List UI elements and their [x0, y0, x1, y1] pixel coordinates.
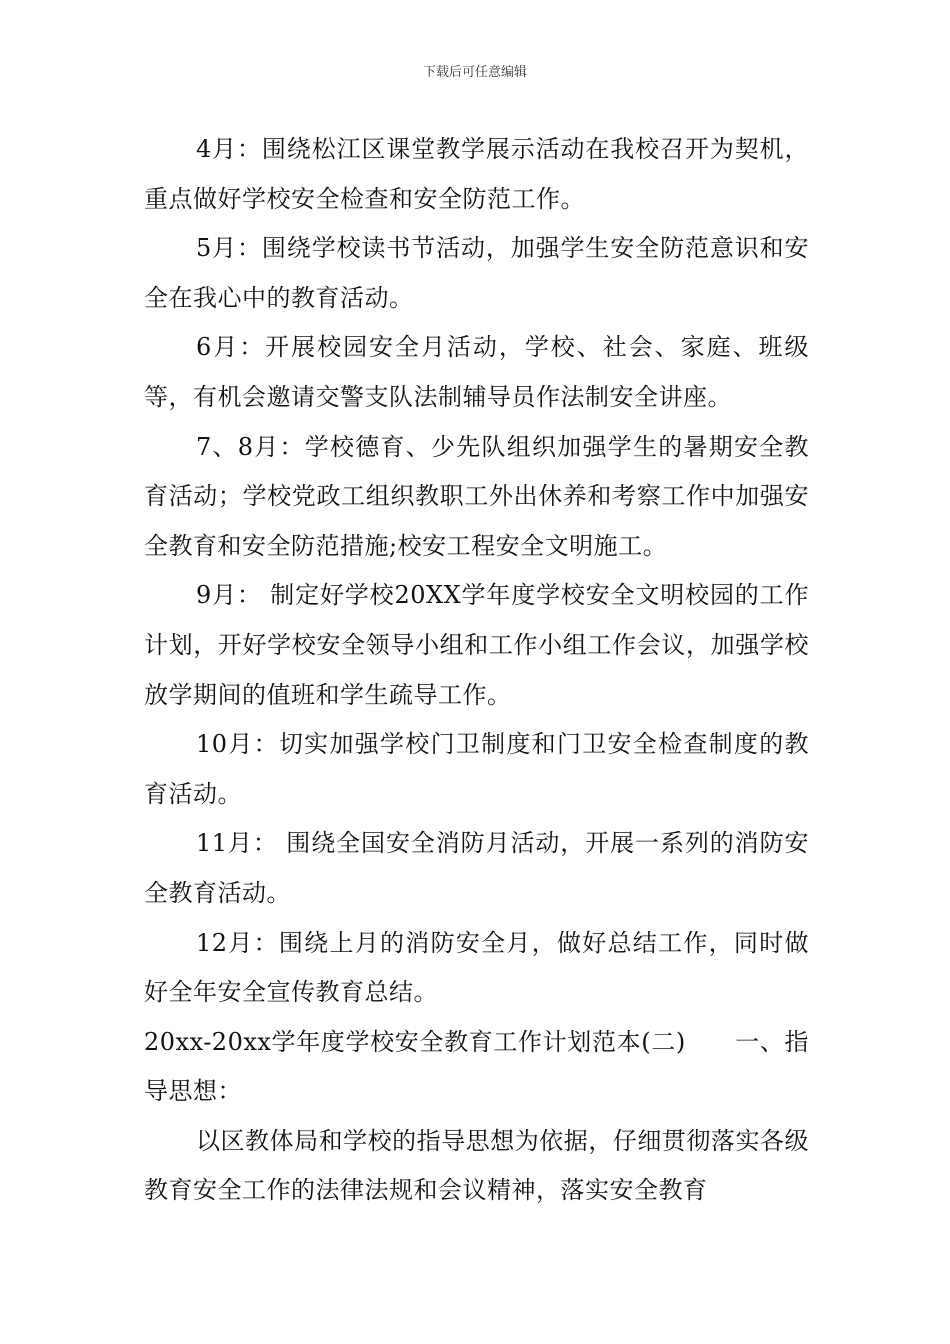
section-paragraph: 以区教体局和学校的指导思想为依据，仔细贯彻落实各级教育安全工作的法律法规和会议精神，落实安全教育 [144, 1126, 809, 1205]
section-heading: 20xx-20xx学年度学校安全教育工作计划范本(二) 一、指导思想： [144, 1027, 809, 1106]
page-header-note: 下载后可任意编辑 [422, 65, 527, 80]
paragraph-april: 4月：围绕松江区课堂教学展示活动在我校召开为契机，重点做好学校安全检查和安全防范工作。 [144, 135, 809, 213]
paragraph-may: 5月：围绕学校读书节活动，加强学生安全防范意识和安全在我心中的教育活动。 [144, 234, 809, 312]
paragraph-october: 10月：切实加强学校门卫制度和门卫安全检查制度的教育活动。 [144, 730, 809, 808]
paragraph-september: 9月： 制定好学校20XX学年度学校安全文明校园的工作计划，开好学校安全领导小组和工作小组工作会议，加强学校放学期间的值班和学生疏导工作。 [144, 581, 809, 709]
paragraph-december: 12月：围绕上月的消防安全月，做好总结工作，同时做好全年安全宣传教育总结。 [144, 928, 809, 1007]
paragraph-november: 11月： 围绕全国安全消防月活动，开展一系列的消防安全教育活动。 [144, 829, 809, 907]
paragraph-june: 6月：开展校园安全月活动，学校、社会、家庭、班级等，有机会邀请交警支队法制辅导员作法制安全讲座。 [144, 333, 809, 411]
document-body [144, 125, 809, 1216]
paragraph-july-august: 7、8月：学校德育、少先队组织加强学生的暑期安全教育活动；学校党政工组织教职工外出休养和考察工作中加强安全教育和安全防范措施;校安工程安全文明施工。 [144, 432, 809, 560]
